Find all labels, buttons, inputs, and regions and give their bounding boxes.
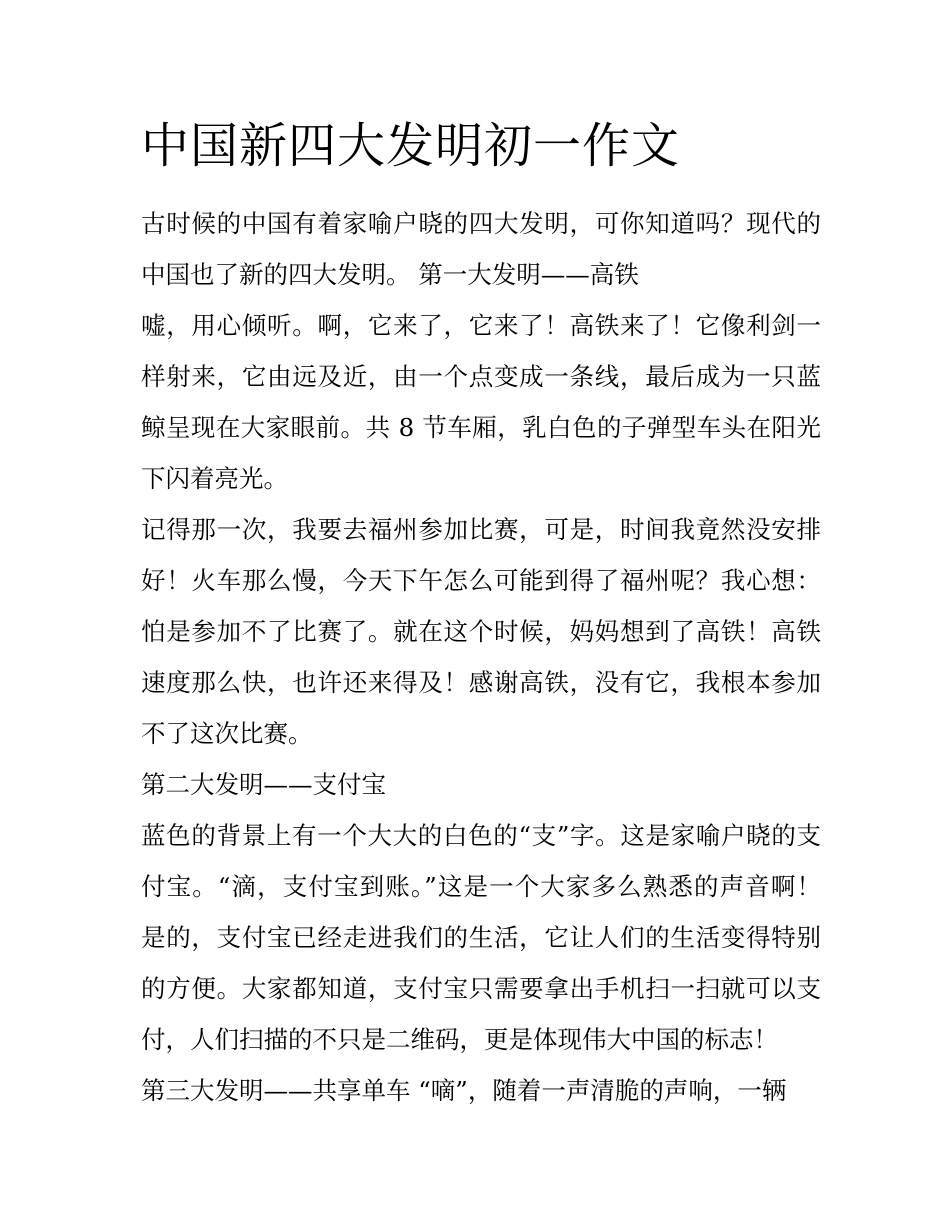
text-line: 第二大发明——支付宝 [141,770,386,799]
text-line: 付，人们扫描的不只是二维码，更是体现伟大中国的标志！ [141,1025,778,1054]
text-line: 怕是参加不了比赛了。就在这个时候，妈妈想到了高铁！高铁 [141,617,821,646]
text-line: 好！火车那么慢，今天下午怎么可能到得了福州呢？我心想： [141,566,821,595]
text-line: 的方便。大家都知道，支付宝只需要拿出手机扫一扫就可以支 [141,974,821,1003]
text-line: 古时候的中国有着家喻户晓的四大发明，可你知道吗？现代的 [141,209,821,238]
text-line: 鲸呈现在大家眼前。共 8 节车厢，乳白色的子弹型车头在阳光 [141,413,821,442]
text-line: 第三大发明——共享单车 “嘀”，随着一声清脆的声响，一辆 [141,1076,787,1105]
text-line: 下闪着亮光。 [141,464,288,493]
text-line: 付宝。“滴，支付宝到账。”这是一个大家多么熟悉的声音啊！ [141,872,821,901]
text-line: 蓝色的背景上有一个大大的白色的“支”字。这是家喻户晓的支 [141,821,821,850]
text-line: 是的，支付宝已经走进我们的生活，它让人们的生活变得特别 [141,923,821,952]
text-line: 不了这次比赛。 [141,719,313,748]
document-body [141,198,821,1116]
text-line: 嘘，用心倾听。啊，它来了，它来了！高铁来了！它像利剑一 [141,311,821,340]
document-title: 中国新四大发明初一作文 [141,118,681,174]
text-line: 中国也了新的四大发明。 第一大发明——高铁 [141,260,639,289]
text-line: 速度那么快，也许还来得及！感谢高铁，没有它，我根本参加 [141,668,821,697]
text-line: 记得那一次，我要去福州参加比赛，可是，时间我竟然没安排 [141,515,821,544]
text-line: 样射来，它由远及近，由一个点变成一条线，最后成为一只蓝 [141,362,821,391]
